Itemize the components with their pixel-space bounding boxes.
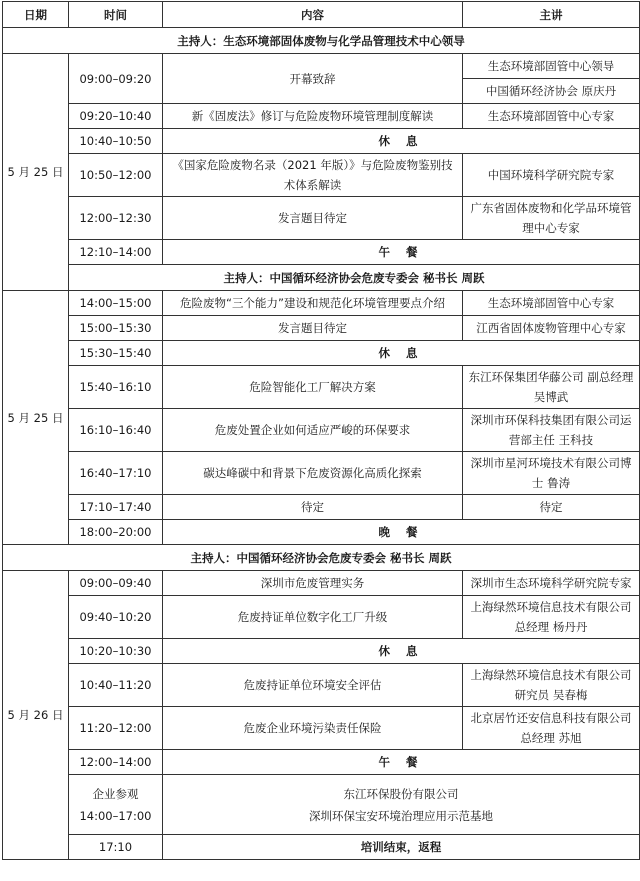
speaker-cell: 深圳市环保科技集团有限公司运营部主任 王科技 bbox=[463, 409, 640, 452]
host-label: 主持人：中国循环经济协会危废专委会 秘书长 周跃 bbox=[3, 545, 640, 571]
host-label: 主持人：生态环境部固体废物与化学品管理技术中心领导 bbox=[3, 28, 640, 54]
header-date: 日期 bbox=[3, 2, 69, 28]
content-cell: 开幕致辞 bbox=[163, 54, 463, 104]
break-row bbox=[3, 750, 640, 775]
session-row bbox=[3, 452, 640, 495]
speaker-cell: 生态环境部固管中心专家 bbox=[463, 104, 640, 129]
time-cell: 17:10 bbox=[69, 835, 163, 860]
visit-time-cell bbox=[69, 775, 163, 835]
session-row bbox=[3, 664, 640, 707]
session-row bbox=[3, 366, 640, 409]
session-row bbox=[3, 316, 640, 341]
break-row bbox=[3, 520, 640, 545]
break-label: 休 息 bbox=[163, 129, 640, 154]
session-row bbox=[3, 409, 640, 452]
speaker-cell: 广东省固体废物和化学品环境管理中心专家 bbox=[463, 197, 640, 240]
date-cell: 5 月 25 日 bbox=[3, 291, 69, 545]
content-cell: 危险智能化工厂解决方案 bbox=[163, 366, 463, 409]
time-cell: 16:10–16:40 bbox=[69, 409, 163, 452]
speaker-cell: 北京居竹还安信息科技有限公司总经理 苏旭 bbox=[463, 707, 640, 750]
time-cell: 12:10–14:00 bbox=[69, 240, 163, 265]
session-row bbox=[3, 571, 640, 596]
host-row bbox=[3, 545, 640, 571]
date-cell: 5 月 26 日 bbox=[3, 571, 69, 860]
break-label: 休 息 bbox=[163, 639, 640, 664]
end-label: 培训结束，返程 bbox=[163, 835, 640, 860]
time-cell: 15:40–16:10 bbox=[69, 366, 163, 409]
time-cell: 10:50–12:00 bbox=[69, 154, 163, 197]
time-cell: 12:00–12:30 bbox=[69, 197, 163, 240]
content-cell: 《国家危险废物名录（2021 年版）》与危险废物鉴别技术体系解读 bbox=[163, 154, 463, 197]
time-cell: 18:00–20:00 bbox=[69, 520, 163, 545]
speaker-cell: 生态环境部固管中心专家 bbox=[463, 291, 640, 316]
visit-time: 14:00–17:00 bbox=[79, 808, 152, 823]
host-label: 主持人：中国循环经济协会危废专委会 秘书长 周跃 bbox=[69, 265, 640, 291]
speaker-cell: 生态环境部固管中心领导 bbox=[463, 54, 640, 79]
speaker-cell: 东江环保集团华藤公司 副总经理 吴博武 bbox=[463, 366, 640, 409]
break-row bbox=[3, 639, 640, 664]
visit-place: 东江环保股份有限公司 bbox=[343, 786, 459, 801]
header-row bbox=[3, 2, 640, 28]
header-speaker: 主讲 bbox=[463, 2, 640, 28]
host-row bbox=[3, 28, 640, 54]
time-cell: 11:20–12:00 bbox=[69, 707, 163, 750]
visit-place: 深圳环保宝安环境治理应用示范基地 bbox=[309, 808, 493, 823]
schedule-table bbox=[2, 1, 640, 860]
speaker-cell: 中国循环经济协会 原庆丹 bbox=[463, 79, 640, 104]
time-cell: 14:00–15:00 bbox=[69, 291, 163, 316]
time-cell: 16:40–17:10 bbox=[69, 452, 163, 495]
header-content: 内容 bbox=[163, 2, 463, 28]
speaker-cell: 上海绿然环境信息技术有限公司总经理 杨丹丹 bbox=[463, 596, 640, 639]
time-cell: 09:20–10:40 bbox=[69, 104, 163, 129]
content-cell: 待定 bbox=[163, 495, 463, 520]
visit-row bbox=[3, 775, 640, 835]
date-cell: 5 月 25 日 bbox=[3, 54, 69, 291]
speaker-cell: 江西省固体废物管理中心专家 bbox=[463, 316, 640, 341]
content-cell: 危废处置企业如何适应严峻的环保要求 bbox=[163, 409, 463, 452]
time-cell: 15:00–15:30 bbox=[69, 316, 163, 341]
content-cell: 危险废物“三个能力”建设和规范化环境管理要点介绍 bbox=[163, 291, 463, 316]
content-cell: 危废持证单位环境安全评估 bbox=[163, 664, 463, 707]
session-row bbox=[3, 54, 640, 79]
session-row bbox=[3, 154, 640, 197]
time-cell: 09:00–09:40 bbox=[69, 571, 163, 596]
break-row bbox=[3, 129, 640, 154]
session-row bbox=[3, 707, 640, 750]
break-label: 午 餐 bbox=[163, 750, 640, 775]
speaker-cell: 待定 bbox=[463, 495, 640, 520]
time-cell: 12:00–14:00 bbox=[69, 750, 163, 775]
speaker-cell: 深圳市星河环境技术有限公司博士 鲁涛 bbox=[463, 452, 640, 495]
visit-places-cell bbox=[163, 775, 640, 835]
time-cell: 10:40–11:20 bbox=[69, 664, 163, 707]
end-row bbox=[3, 835, 640, 860]
content-cell: 发言题目待定 bbox=[163, 197, 463, 240]
session-row bbox=[3, 291, 640, 316]
session-row bbox=[3, 104, 640, 129]
content-cell: 深圳市危废管理实务 bbox=[163, 571, 463, 596]
time-cell: 09:00–09:20 bbox=[69, 54, 163, 104]
host-row bbox=[3, 265, 640, 291]
break-row bbox=[3, 341, 640, 366]
content-cell: 危废企业环境污染责任保险 bbox=[163, 707, 463, 750]
time-cell: 10:40–10:50 bbox=[69, 129, 163, 154]
speaker-cell: 上海绿然环境信息技术有限公司研究员 吴春梅 bbox=[463, 664, 640, 707]
content-cell: 新《固废法》修订与危险废物环境管理制度解读 bbox=[163, 104, 463, 129]
header-time: 时间 bbox=[69, 2, 163, 28]
time-cell: 15:30–15:40 bbox=[69, 341, 163, 366]
time-cell: 10:20–10:30 bbox=[69, 639, 163, 664]
session-row bbox=[3, 495, 640, 520]
time-cell: 17:10–17:40 bbox=[69, 495, 163, 520]
speaker-cell: 中国环境科学研究院专家 bbox=[463, 154, 640, 197]
break-row bbox=[3, 240, 640, 265]
speaker-cell: 深圳市生态环境科学研究院专家 bbox=[463, 571, 640, 596]
visit-label: 企业参观 bbox=[92, 786, 139, 801]
break-label: 晚 餐 bbox=[163, 520, 640, 545]
break-label: 休 息 bbox=[163, 341, 640, 366]
content-cell: 发言题目待定 bbox=[163, 316, 463, 341]
content-cell: 碳达峰碳中和背景下危废资源化高质化探索 bbox=[163, 452, 463, 495]
break-label: 午 餐 bbox=[163, 240, 640, 265]
content-cell: 危废持证单位数字化工厂升级 bbox=[163, 596, 463, 639]
session-row bbox=[3, 596, 640, 639]
time-cell: 09:40–10:20 bbox=[69, 596, 163, 639]
session-row bbox=[3, 197, 640, 240]
